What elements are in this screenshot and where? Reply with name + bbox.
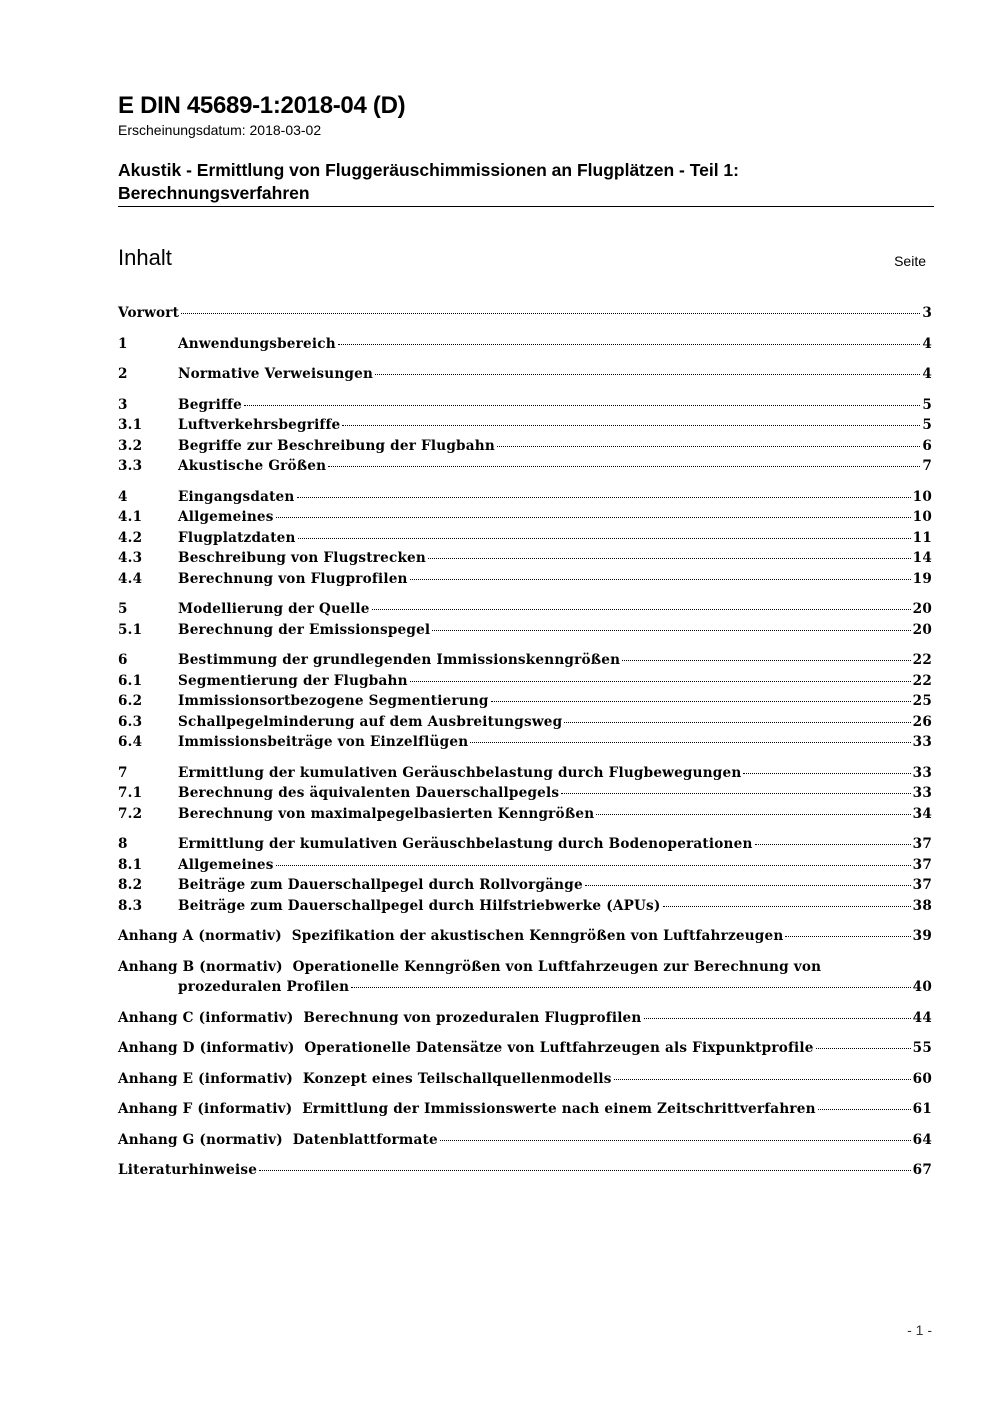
- toc-entry-vorwort[interactable]: [118, 303, 932, 324]
- toc-leader: [622, 660, 910, 661]
- toc-leader: [818, 1109, 911, 1110]
- toc-leader: [614, 1079, 911, 1080]
- toc-entry-label: Berechnung von maximalpegelbasierten Kenngrößen: [178, 805, 595, 822]
- toc-entry-label: Modellierung der Quelle: [178, 601, 370, 617]
- toc-entry-8-3[interactable]: [118, 896, 932, 917]
- toc-leader: [276, 865, 911, 866]
- toc-entry-number: 3.2: [118, 437, 143, 454]
- toc-entry-page: 67: [912, 1162, 932, 1178]
- toc-entry-number: 8.3: [118, 897, 143, 914]
- toc-leader: [298, 538, 911, 539]
- toc-entry-7[interactable]: [118, 763, 932, 784]
- toc-entry-page: 10: [912, 509, 932, 525]
- toc-entry-page: 20: [912, 621, 932, 638]
- toc-leader: [564, 722, 910, 723]
- toc-entry-5[interactable]: [118, 599, 932, 620]
- toc-entry-page: 20: [912, 601, 932, 617]
- toc-entry-8-1[interactable]: [118, 855, 932, 876]
- toc-entry-4-4[interactable]: [118, 569, 932, 590]
- page-column-label: Seite: [894, 253, 926, 269]
- toc-entry-2[interactable]: [118, 364, 932, 385]
- toc-entry-label-line-2: prozeduralen Profilen: [178, 979, 350, 995]
- toc-entry-label: Immissionsortbezogene Segmentierung: [178, 693, 489, 709]
- toc-entry-label: Allgemeines: [178, 856, 274, 873]
- toc-leader: [596, 814, 910, 815]
- toc-entry-page: 60: [912, 1070, 932, 1087]
- toc-entry-6-1[interactable]: [118, 671, 932, 692]
- toc-leader: [497, 446, 920, 447]
- toc-entry-label: Anhang C (informativ) Berechnung von prozeduralen Flugprofilen: [118, 1009, 642, 1026]
- toc-entry-label: Segmentierung der Flugbahn: [178, 672, 408, 689]
- toc-entry-page: 19: [912, 570, 932, 587]
- toc-entry-page: 22: [912, 672, 932, 689]
- toc-leader: [585, 885, 911, 886]
- toc-entry-label: Berechnung von Flugprofilen: [178, 570, 408, 587]
- toc-leader: [410, 681, 911, 682]
- toc-entry-number: 4.1: [118, 509, 143, 525]
- toc-leader: [410, 579, 911, 580]
- toc-entry-number: 5: [118, 601, 128, 617]
- toc-leader: [297, 497, 911, 498]
- toc-entry-number: 4: [118, 488, 128, 505]
- toc-entry-page: 37: [912, 877, 932, 893]
- toc-entry-8-2[interactable]: [118, 875, 932, 896]
- document-id: E DIN 45689-1:2018-04 (D): [118, 92, 406, 119]
- toc-entry-annex-f[interactable]: [118, 1099, 932, 1120]
- document-title-line-2: Berechnungsverfahren: [118, 183, 310, 203]
- toc-entry-page: 11: [912, 529, 932, 546]
- toc-entry-label: Berechnung der Emissionspegel: [178, 621, 431, 638]
- toc-entry-annex-e[interactable]: [118, 1069, 932, 1090]
- toc-entry-page: 61: [912, 1101, 932, 1117]
- toc-entry-page: 4: [922, 335, 932, 352]
- toc-entry-number: 8.1: [118, 856, 143, 873]
- toc-entry-3-2[interactable]: [118, 436, 932, 457]
- document-title-line-1: Akustik - Ermittlung von Fluggeräuschimmissionen an Flugplätzen - Teil 1:: [118, 160, 739, 180]
- toc-entry-label: Anhang F (informativ) Ermittlung der Immissionswerte nach einem Zeitschrittverfahren: [118, 1101, 816, 1117]
- toc-entry-label: Anhang A (normativ) Spezifikation der akustischen Kenngrößen von Luftfahrzeugen: [118, 928, 784, 944]
- toc-entry-number: 7.2: [118, 805, 143, 822]
- toc-entry-page: 26: [912, 713, 932, 730]
- toc-entry-annex-a[interactable]: [118, 926, 932, 947]
- publication-date: Erscheinungsdatum: 2018-03-02: [118, 122, 322, 138]
- toc-entry-number: 4.4: [118, 570, 143, 587]
- toc-leader: [491, 701, 911, 702]
- toc-entry-label: Begriffe zur Beschreibung der Flugbahn: [178, 437, 495, 454]
- toc-entry-label: Ermittlung der kumulativen Geräuschbelastung durch Bodenoperationen: [178, 836, 753, 852]
- toc-entry-6[interactable]: [118, 650, 932, 671]
- toc-entry-page: 4: [922, 366, 932, 382]
- toc-entry-page: 14: [912, 550, 932, 566]
- toc-entry-page: 37: [912, 836, 932, 852]
- toc-entry-label: Akustische Größen: [178, 458, 327, 474]
- toc-leader: [663, 906, 911, 907]
- toc-entry-label: Beiträge zum Dauerschallpegel durch Hilfstriebwerke (APUs): [178, 897, 661, 914]
- toc-leader: [328, 466, 920, 467]
- toc-leader: [244, 405, 920, 406]
- toc-leader: [644, 1018, 911, 1019]
- toc-leader: [785, 936, 910, 937]
- toc-leader: [351, 987, 910, 988]
- toc-entry-page: 40: [912, 979, 932, 995]
- toc-entry-page: 33: [912, 734, 932, 750]
- toc-entry-literatur[interactable]: [118, 1160, 932, 1181]
- toc-entry-label: Beiträge zum Dauerschallpegel durch Rollvorgänge: [178, 877, 583, 893]
- toc-entry-label: Anwendungsbereich: [178, 335, 336, 352]
- toc-entry-label: Ermittlung der kumulativen Geräuschbelastung durch Flugbewegungen: [178, 764, 742, 781]
- toc-entry-number: 8: [118, 836, 128, 852]
- toc-leader: [755, 844, 911, 845]
- toc-entry-7-1[interactable]: [118, 783, 932, 804]
- toc-entry-4-1[interactable]: [118, 507, 932, 528]
- toc-entry-annex-b-continuation: [118, 977, 932, 998]
- toc-entry-3-1[interactable]: [118, 415, 932, 436]
- toc-entry-annex-g[interactable]: [118, 1130, 932, 1151]
- toc-entry-page: 3: [922, 305, 932, 321]
- toc-entry-4[interactable]: [118, 487, 932, 508]
- toc-entry-number: 7.1: [118, 785, 143, 801]
- toc-entry-page: 10: [912, 488, 932, 505]
- toc-entry-label: Begriffe: [178, 396, 242, 413]
- toc-leader: [342, 425, 920, 426]
- toc-entry-3-3[interactable]: [118, 456, 932, 477]
- toc-entry-label: Immissionsbeiträge von Einzelflügen: [178, 734, 469, 750]
- title-divider: [118, 206, 934, 207]
- toc-entry-number: 6.3: [118, 713, 143, 730]
- toc-entry-number: 6.4: [118, 734, 143, 750]
- toc-leader: [743, 773, 910, 774]
- toc-entry-page: 55: [912, 1040, 932, 1056]
- toc-entry-label: Luftverkehrsbegriffe: [178, 417, 341, 433]
- toc-leader: [561, 793, 910, 794]
- toc-entry-page: 33: [912, 785, 932, 801]
- toc-entry-number: 8.2: [118, 877, 143, 893]
- toc-entry-8[interactable]: [118, 834, 932, 855]
- toc-entry-page: 39: [912, 928, 932, 944]
- toc-entry-6-3[interactable]: [118, 712, 932, 733]
- toc-entry-number: 6.2: [118, 693, 143, 709]
- toc-entry-label: Berechnung des äquivalenten Dauerschallpegels: [178, 785, 560, 801]
- toc-entry-5-1[interactable]: [118, 620, 932, 641]
- toc-entry-number: 7: [118, 764, 128, 781]
- toc-entry-label: Eingangsdaten: [178, 488, 295, 505]
- toc-entry-label-line-1: Anhang B (normativ) Operationelle Kenngrößen von Luftfahrzeugen zur Berechnung von: [118, 958, 822, 975]
- toc-entry-4-3[interactable]: [118, 548, 932, 569]
- table-of-contents: [118, 303, 932, 1181]
- toc-leader: [470, 742, 910, 743]
- toc-entry-page: 22: [912, 652, 932, 668]
- toc-entry-page: 33: [912, 764, 932, 781]
- toc-entry-page: 38: [912, 897, 932, 914]
- toc-entry-number: 3.3: [118, 458, 143, 474]
- toc-entry-page: 34: [912, 805, 932, 822]
- toc-entry-label: Schallpegelminderung auf dem Ausbreitungsweg: [178, 713, 563, 730]
- toc-leader: [816, 1048, 911, 1049]
- page-number: - 1 -: [907, 1322, 932, 1338]
- toc-entry-page: 64: [912, 1131, 932, 1148]
- toc-leader: [428, 558, 911, 559]
- toc-entry-annex-d[interactable]: [118, 1038, 932, 1059]
- toc-entry-label: Beschreibung von Flugstrecken: [178, 550, 426, 566]
- toc-leader: [259, 1170, 911, 1171]
- toc-entry-number: 4.3: [118, 550, 143, 566]
- toc-entry-number: 3.1: [118, 417, 143, 433]
- toc-entry-6-4[interactable]: [118, 732, 932, 753]
- toc-entry-annex-b[interactable]: [118, 957, 932, 998]
- toc-entry-label: Flugplatzdaten: [178, 529, 296, 546]
- toc-entry-page: 37: [912, 856, 932, 873]
- toc-leader: [276, 517, 911, 518]
- toc-entry-4-2[interactable]: [118, 528, 932, 549]
- toc-entry-number: 2: [118, 366, 128, 382]
- toc-entry-page: 44: [912, 1009, 932, 1026]
- toc-entry-page: 25: [912, 693, 932, 709]
- toc-entry-number: 6.1: [118, 672, 143, 689]
- toc-entry-label: Vorwort: [118, 305, 180, 321]
- toc-leader: [440, 1140, 911, 1141]
- toc-entry-7-2[interactable]: [118, 804, 932, 825]
- toc-leader: [372, 609, 911, 610]
- toc-entry-number: 1: [118, 335, 128, 352]
- toc-heading: Inhalt: [118, 245, 172, 270]
- toc-entry-page: 6: [922, 437, 932, 454]
- toc-entry-3[interactable]: [118, 395, 932, 416]
- toc-entry-number: 5.1: [118, 621, 143, 638]
- toc-entry-label: Bestimmung der grundlegenden Immissionskenngrößen: [178, 652, 621, 668]
- toc-entry-label: Literaturhinweise: [118, 1162, 258, 1178]
- toc-entry-page: 5: [922, 417, 932, 433]
- toc-entry-label: Anhang D (informativ) Operationelle Datensätze von Luftfahrzeugen als Fixpunktprofile: [118, 1040, 814, 1056]
- toc-entry-6-2[interactable]: [118, 691, 932, 712]
- toc-entry-number: 3: [118, 396, 128, 413]
- document-title: [118, 159, 934, 205]
- toc-entry-label: Anhang G (normativ) Datenblattformate: [118, 1131, 438, 1148]
- toc-entry-label: Anhang E (informativ) Konzept eines Teilschallquellenmodells: [118, 1070, 612, 1087]
- toc-entry-page: 7: [922, 458, 932, 474]
- toc-entry-number: 6: [118, 652, 128, 668]
- toc-leader: [375, 374, 920, 375]
- toc-entry-1[interactable]: [118, 334, 932, 355]
- toc-entry-label: Normative Verweisungen: [178, 366, 374, 382]
- toc-entry-number: 4.2: [118, 529, 143, 546]
- toc-entry-label: Allgemeines: [178, 509, 274, 525]
- toc-leader: [338, 344, 921, 345]
- toc-leader: [432, 630, 910, 631]
- toc-entry-annex-c[interactable]: [118, 1008, 932, 1029]
- toc-leader: [181, 313, 920, 314]
- toc-entry-page: 5: [922, 396, 932, 413]
